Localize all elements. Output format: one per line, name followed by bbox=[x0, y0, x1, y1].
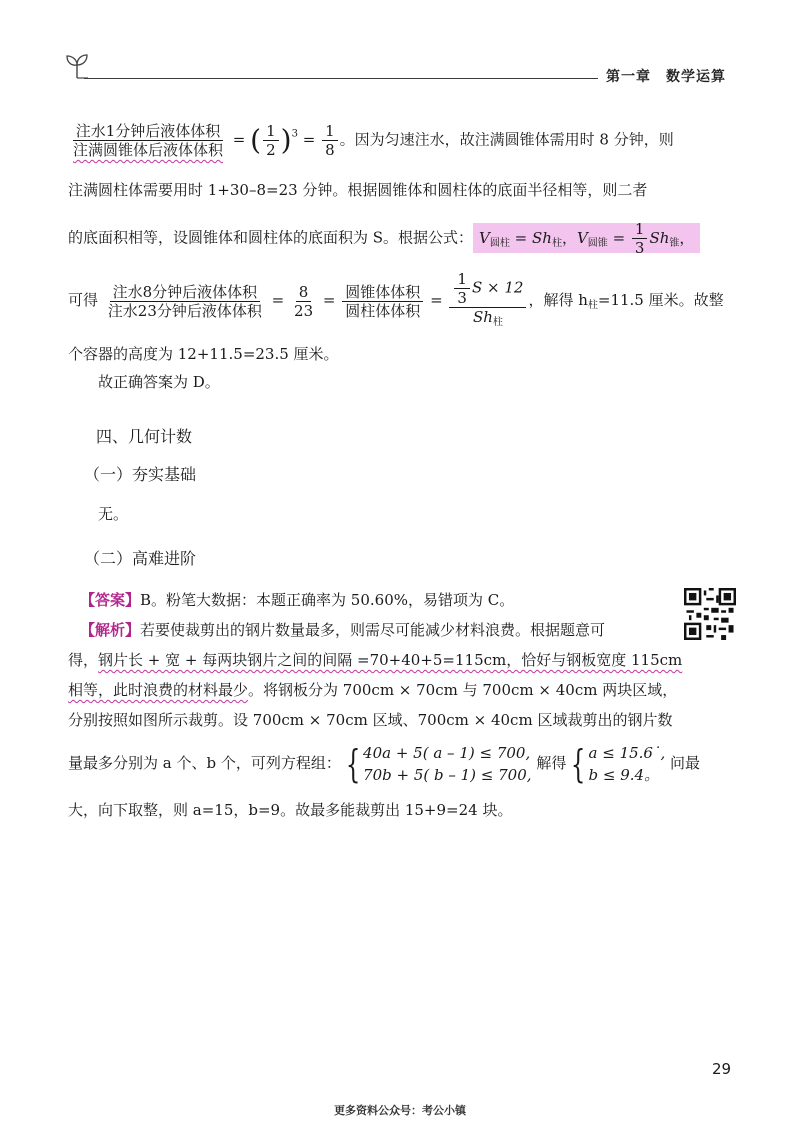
equation-system: 40a + 5( a – 1) ≤ 700, 70b + 5( b – 1) ≤ 700, bbox=[363, 744, 532, 784]
fraction-water-1min: $\frac{\text{注水1分钟后液体体积}}{\text{注满圆锥体后液体体积}}$ bbox=[73, 122, 224, 159]
analysis-line-1: 【解析】若要使裁剪出的钢片数量最多，则需尽可能减少材料浪费。根据题意可 bbox=[80, 621, 606, 639]
analysis-line-2: 得，钢片长 + 宽 + 每两块钢片之间的间隔 =70+40+5=115cm，恰好与钢板宽度 115cm bbox=[68, 651, 683, 669]
solution-system: a ≤ 15.6˙, b ≤ 9.4。 bbox=[588, 744, 666, 784]
sprout-icon bbox=[64, 52, 90, 80]
subsection-basic-body: 无。 bbox=[98, 505, 129, 523]
fraction-8-23: $\frac{8}{23}$ bbox=[294, 282, 314, 320]
fraction-one-eighth: $\frac{1}{8}$ bbox=[322, 122, 338, 159]
text-line-2: 注满圆柱体需要用时 1+30–8=23 分钟。根据圆锥体和圆柱体的底面半径相等，则二者 bbox=[68, 181, 648, 199]
text-line-3: 的底面积相等，设圆锥体和圆柱体的底面积为 S。根据公式： $V_{圆柱} = Sh_柱$，$V_{圆锥}$ = $\frac{1}{3}$ $Sh_锥$， bbox=[68, 220, 700, 257]
qr-code-icon[interactable] bbox=[684, 588, 736, 640]
analysis-line-3: 相等，此时浪费的材料最少。将钢板分为 700cm × 70cm 与 700cm × 40cm 两块区域， bbox=[68, 681, 678, 699]
footer-text: 更多资料公众号：考公小镇 bbox=[334, 1104, 466, 1117]
header-rule bbox=[84, 78, 598, 79]
subsection-advanced: （二）高难进阶 bbox=[84, 549, 197, 568]
analysis-line-6: 大，向下取整，则 a=15，b=9。故最多能裁剪出 15+9=24 块。 bbox=[68, 801, 513, 819]
text-line-1: $\frac{\text{注水1分钟后液体体积}}{\text{注满圆锥体后液体体积}}$ = ( $\frac{1}{2}$ )$^3$ = $\frac{1}{8}$ 。因为匀速注水，故注满圆锥体需用时 8 分钟，则 bbox=[68, 122, 674, 159]
fraction-8min-23min: $\frac{\text{注水8分钟后液体体积}}{\text{注水23分钟后液体体积}}$ bbox=[107, 282, 262, 320]
page-number: 29 bbox=[712, 1060, 732, 1078]
answer-tag: 【答案】 bbox=[80, 591, 141, 609]
subsection-basic: （一）夯实基础 bbox=[84, 465, 197, 484]
formula-highlight: $V_{圆柱} = Sh_柱$，$V_{圆锥}$ = $\frac{1}{3}$ $Sh_锥$， bbox=[473, 223, 700, 253]
fraction-one-half: $\frac{1}{2}$ bbox=[263, 122, 279, 159]
fraction-volume-ratio: $\frac{1}{3}$ S × 12 $Sh_柱$ bbox=[449, 270, 526, 332]
text-line-5: 个容器的高度为 12+11.5=23.5 厘米。 bbox=[68, 345, 339, 363]
analysis-line-5: 量最多分别为 a 个、b 个，可列方程组： { 40a + 5( a – 1) ≤ 700, 70b + 5( b – 1) ≤ 700, 解得 { a ≤ 15.6˙, b ≤ 9.4。 问最 bbox=[68, 742, 701, 786]
answer-line: 【答案】B。粉笔大数据：本题正确率为 50.60%，易错项为 C。 bbox=[80, 591, 515, 609]
answer-statement: 故正确答案为 D。 bbox=[98, 373, 220, 391]
fraction-cone-cylinder: $\frac{\text{圆锥体体积}}{\text{圆柱体体积}}$ bbox=[342, 283, 423, 320]
analysis-line-4: 分别按照如图所示裁剪。设 700cm × 70cm 区域、700cm × 40cm 区域裁剪出的钢片数 bbox=[68, 711, 673, 729]
section-heading: 四、几何计数 bbox=[96, 427, 193, 446]
chapter-title: 第一章 数学运算 bbox=[606, 69, 726, 85]
analysis-tag: 【解析】 bbox=[80, 621, 141, 639]
text-line-4: 可得 $\frac{\text{注水8分钟后液体体积}}{\text{注水23分钟后液体体积}}$ = $\frac{8}{23}$ = $\frac{\text{圆锥体体积}}{\text{圆柱体体积}}$ = $\frac{1}{3}$ S × 12 $Sh_柱$ ，解得 $h_柱=11.5$ 厘米。故整 bbox=[68, 270, 724, 332]
